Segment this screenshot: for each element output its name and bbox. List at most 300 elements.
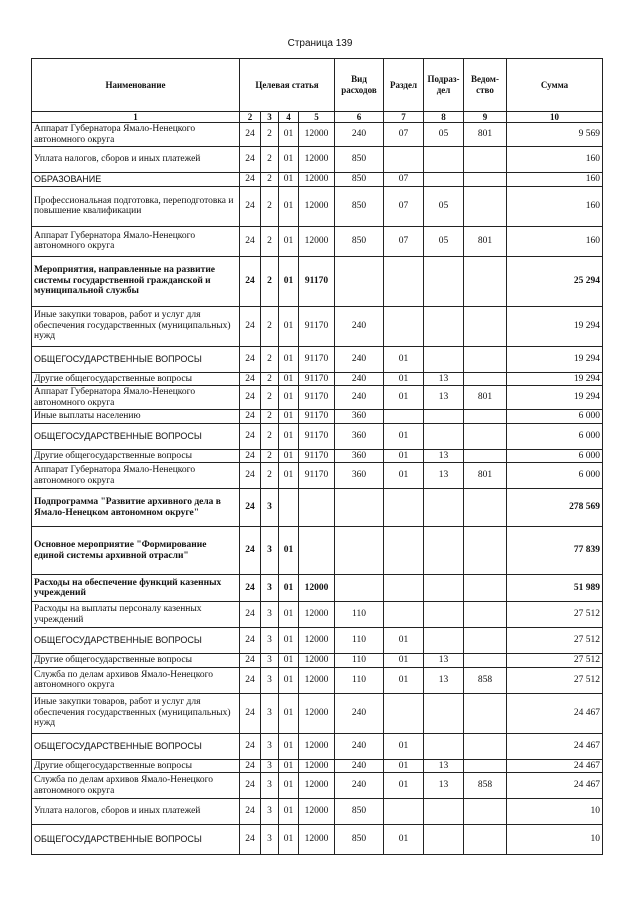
cell-razdel	[384, 147, 424, 173]
cell-code-direction: 91170	[299, 423, 335, 449]
cell-vedomstvo	[464, 346, 507, 372]
cell-code-event: 01	[279, 628, 299, 654]
cell-code-program: 24	[240, 410, 261, 424]
cell-podrazdel	[424, 575, 464, 602]
cell-code-direction: 12000	[299, 628, 335, 654]
cell-vedomstvo	[464, 693, 507, 733]
cell-razdel	[384, 306, 424, 346]
col-number: 7	[384, 112, 424, 123]
cell-vid	[335, 256, 384, 306]
cell-podrazdel	[424, 602, 464, 628]
row-name: ОБРАЗОВАНИЕ	[32, 173, 240, 187]
cell-razdel	[384, 256, 424, 306]
cell-vid	[335, 527, 384, 575]
cell-code-subprogram: 3	[261, 602, 279, 628]
row-name: Основное мероприятие "Формирование единой системы архивной отрасли"	[32, 527, 240, 575]
cell-vedomstvo	[464, 423, 507, 449]
table-row	[32, 602, 603, 628]
row-name: Уплата налогов, сборов и иных платежей	[32, 799, 240, 825]
row-name: ОБЩЕГОСУДАРСТВЕННЫЕ ВОПРОСЫ	[32, 825, 240, 855]
col-number: 6	[335, 112, 384, 123]
cell-vedomstvo	[464, 799, 507, 825]
cell-podrazdel	[424, 173, 464, 187]
cell-code-event: 01	[279, 306, 299, 346]
cell-code-direction: 91170	[299, 372, 335, 386]
cell-code-program: 24	[240, 575, 261, 602]
cell-code-program: 24	[240, 489, 261, 527]
cell-code-event: 01	[279, 759, 299, 773]
cell-code-program: 24	[240, 654, 261, 668]
table-row	[32, 226, 603, 256]
table-row	[32, 186, 603, 226]
cell-code-direction: 12000	[299, 654, 335, 668]
cell-vedomstvo	[464, 489, 507, 527]
cell-code-subprogram: 2	[261, 256, 279, 306]
cell-vid: 240	[335, 733, 384, 759]
cell-vedomstvo	[464, 372, 507, 386]
cell-code-direction: 91170	[299, 386, 335, 410]
page-label: Страница 139	[287, 38, 353, 49]
cell-razdel: 07	[384, 226, 424, 256]
cell-code-subprogram: 3	[261, 527, 279, 575]
table-row	[32, 575, 603, 602]
cell-vid: 360	[335, 423, 384, 449]
cell-vid: 850	[335, 799, 384, 825]
cell-summa: 160	[507, 173, 603, 187]
cell-vid: 240	[335, 693, 384, 733]
cell-podrazdel	[424, 825, 464, 855]
cell-summa: 6 000	[507, 423, 603, 449]
row-name: Аппарат Губернатора Ямало-Ненецкого автономного округа	[32, 386, 240, 410]
row-name: ОБЩЕГОСУДАРСТВЕННЫЕ ВОПРОСЫ	[32, 733, 240, 759]
cell-summa: 27 512	[507, 654, 603, 668]
row-name: Иные закупки товаров, работ и услуг для обеспечения государственных (муниципальных) нужд	[32, 306, 240, 346]
cell-code-subprogram: 3	[261, 733, 279, 759]
table-row	[32, 449, 603, 463]
cell-code-program: 24	[240, 773, 261, 799]
table-row	[32, 489, 603, 527]
cell-code-program: 24	[240, 173, 261, 187]
cell-razdel	[384, 693, 424, 733]
cell-podrazdel: 05	[424, 186, 464, 226]
table-row	[32, 306, 603, 346]
cell-vid: 240	[335, 386, 384, 410]
header-summa: Сумма	[507, 59, 603, 112]
col-number: 8	[424, 112, 464, 123]
cell-vedomstvo	[464, 759, 507, 773]
cell-podrazdel: 13	[424, 372, 464, 386]
cell-razdel: 07	[384, 173, 424, 187]
cell-code-event: 01	[279, 346, 299, 372]
cell-razdel: 01	[384, 372, 424, 386]
cell-code-direction: 12000	[299, 575, 335, 602]
cell-razdel: 01	[384, 449, 424, 463]
cell-razdel	[384, 527, 424, 575]
cell-vid: 240	[335, 759, 384, 773]
cell-summa: 24 467	[507, 693, 603, 733]
cell-razdel: 01	[384, 423, 424, 449]
cell-summa: 25 294	[507, 256, 603, 306]
cell-code-direction: 91170	[299, 410, 335, 424]
table-row	[32, 147, 603, 173]
table-row	[32, 693, 603, 733]
cell-vid: 850	[335, 173, 384, 187]
row-name: Аппарат Губернатора Ямало-Ненецкого автономного округа	[32, 226, 240, 256]
cell-podrazdel	[424, 256, 464, 306]
cell-vid: 360	[335, 449, 384, 463]
cell-code-program: 24	[240, 226, 261, 256]
cell-code-program: 24	[240, 693, 261, 733]
cell-vedomstvo	[464, 186, 507, 226]
header-vid: Вид расходов	[335, 59, 384, 112]
cell-podrazdel: 05	[424, 123, 464, 147]
cell-vedomstvo	[464, 733, 507, 759]
cell-podrazdel: 13	[424, 667, 464, 693]
cell-razdel: 01	[384, 628, 424, 654]
cell-vid	[335, 575, 384, 602]
cell-code-program: 24	[240, 463, 261, 489]
cell-vid: 110	[335, 602, 384, 628]
cell-vid: 240	[335, 372, 384, 386]
cell-vedomstvo	[464, 173, 507, 187]
cell-vedomstvo: 801	[464, 123, 507, 147]
cell-code-subprogram: 2	[261, 423, 279, 449]
cell-code-subprogram: 3	[261, 667, 279, 693]
col-number: 2	[240, 112, 261, 123]
cell-code-program: 24	[240, 733, 261, 759]
cell-vid: 360	[335, 410, 384, 424]
cell-vedomstvo	[464, 527, 507, 575]
cell-code-event: 01	[279, 825, 299, 855]
cell-summa: 27 512	[507, 602, 603, 628]
cell-code-subprogram: 2	[261, 463, 279, 489]
cell-code-direction: 91170	[299, 306, 335, 346]
cell-summa: 24 467	[507, 773, 603, 799]
cell-code-event: 01	[279, 773, 299, 799]
cell-vedomstvo: 801	[464, 226, 507, 256]
cell-code-subprogram: 3	[261, 628, 279, 654]
table-body	[32, 123, 603, 855]
cell-code-subprogram: 2	[261, 186, 279, 226]
cell-razdel	[384, 410, 424, 424]
row-name: Другие общегосударственные вопросы	[32, 449, 240, 463]
cell-code-subprogram: 2	[261, 386, 279, 410]
cell-vedomstvo	[464, 628, 507, 654]
cell-code-subprogram: 3	[261, 773, 279, 799]
cell-summa: 160	[507, 186, 603, 226]
cell-summa: 51 989	[507, 575, 603, 602]
cell-code-event: 01	[279, 463, 299, 489]
header-name: Наименование	[32, 59, 240, 112]
table-row	[32, 123, 603, 147]
cell-code-event: 01	[279, 123, 299, 147]
cell-vid: 850	[335, 825, 384, 855]
header-row	[32, 59, 603, 112]
cell-summa: 77 839	[507, 527, 603, 575]
cell-code-event: 01	[279, 799, 299, 825]
cell-code-event: 01	[279, 173, 299, 187]
cell-code-program: 24	[240, 386, 261, 410]
cell-podrazdel: 05	[424, 226, 464, 256]
cell-code-subprogram: 2	[261, 449, 279, 463]
cell-code-direction: 12000	[299, 693, 335, 733]
row-name: Другие общегосударственные вопросы	[32, 759, 240, 773]
table-row	[32, 825, 603, 855]
cell-code-program: 24	[240, 372, 261, 386]
cell-summa: 27 512	[507, 667, 603, 693]
cell-code-direction: 91170	[299, 346, 335, 372]
cell-code-subprogram: 2	[261, 346, 279, 372]
cell-vedomstvo	[464, 825, 507, 855]
cell-code-direction: 12000	[299, 123, 335, 147]
table-row	[32, 423, 603, 449]
row-name: Аппарат Губернатора Ямало-Ненецкого автономного округа	[32, 463, 240, 489]
row-name: ОБЩЕГОСУДАРСТВЕННЫЕ ВОПРОСЫ	[32, 423, 240, 449]
cell-summa: 19 294	[507, 372, 603, 386]
cell-razdel: 01	[384, 733, 424, 759]
cell-podrazdel	[424, 489, 464, 527]
cell-code-program: 24	[240, 667, 261, 693]
cell-code-program: 24	[240, 799, 261, 825]
cell-code-event: 01	[279, 733, 299, 759]
cell-vid: 850	[335, 226, 384, 256]
cell-vedomstvo	[464, 147, 507, 173]
cell-code-subprogram: 3	[261, 489, 279, 527]
row-name: Другие общегосударственные вопросы	[32, 654, 240, 668]
cell-razdel: 01	[384, 346, 424, 372]
cell-summa: 6 000	[507, 449, 603, 463]
cell-code-program: 24	[240, 186, 261, 226]
cell-razdel: 01	[384, 759, 424, 773]
cell-code-subprogram: 3	[261, 693, 279, 733]
cell-razdel: 07	[384, 186, 424, 226]
cell-code-event: 01	[279, 410, 299, 424]
column-number-row	[32, 112, 603, 123]
cell-vedomstvo: 858	[464, 773, 507, 799]
col-number: 5	[299, 112, 335, 123]
cell-code-direction: 12000	[299, 226, 335, 256]
cell-razdel: 01	[384, 654, 424, 668]
cell-vid: 110	[335, 667, 384, 693]
cell-code-program: 24	[240, 527, 261, 575]
cell-code-event: 01	[279, 654, 299, 668]
cell-vedomstvo: 858	[464, 667, 507, 693]
cell-code-direction: 12000	[299, 733, 335, 759]
cell-vid: 850	[335, 186, 384, 226]
header-vedomstvo: Ведом-ство	[464, 59, 507, 112]
cell-code-event: 01	[279, 527, 299, 575]
cell-razdel	[384, 602, 424, 628]
row-name: Иные закупки товаров, работ и услуг для обеспечения государственных (муниципальных) нужд	[32, 693, 240, 733]
table-row	[32, 173, 603, 187]
cell-code-direction: 12000	[299, 602, 335, 628]
cell-code-program: 24	[240, 123, 261, 147]
cell-summa: 19 294	[507, 346, 603, 372]
cell-code-program: 24	[240, 256, 261, 306]
cell-code-direction: 12000	[299, 773, 335, 799]
table-row	[32, 667, 603, 693]
cell-code-direction: 12000	[299, 799, 335, 825]
cell-razdel: 01	[384, 386, 424, 410]
cell-razdel	[384, 489, 424, 527]
table-row	[32, 256, 603, 306]
cell-code-direction: 12000	[299, 147, 335, 173]
cell-vid: 240	[335, 123, 384, 147]
row-name: Служба по делам архивов Ямало-Ненецкого автономного округа	[32, 773, 240, 799]
table-row	[32, 346, 603, 372]
cell-podrazdel	[424, 410, 464, 424]
col-number: 1	[32, 112, 240, 123]
cell-razdel: 01	[384, 825, 424, 855]
cell-vid: 240	[335, 346, 384, 372]
cell-code-subprogram: 3	[261, 575, 279, 602]
cell-summa: 6 000	[507, 463, 603, 489]
cell-code-direction: 12000	[299, 186, 335, 226]
cell-podrazdel	[424, 733, 464, 759]
cell-code-direction: 91170	[299, 449, 335, 463]
cell-code-direction: 12000	[299, 825, 335, 855]
cell-summa: 9 569	[507, 123, 603, 147]
cell-summa: 24 467	[507, 759, 603, 773]
cell-podrazdel	[424, 799, 464, 825]
cell-vid: 360	[335, 463, 384, 489]
cell-vedomstvo	[464, 410, 507, 424]
cell-code-direction	[299, 527, 335, 575]
cell-code-program: 24	[240, 759, 261, 773]
row-name: Другие общегосударственные вопросы	[32, 372, 240, 386]
cell-code-subprogram: 2	[261, 123, 279, 147]
cell-code-event: 01	[279, 226, 299, 256]
table-row	[32, 410, 603, 424]
cell-code-direction: 91170	[299, 256, 335, 306]
cell-summa: 160	[507, 147, 603, 173]
cell-podrazdel	[424, 147, 464, 173]
cell-vedomstvo	[464, 575, 507, 602]
table-row	[32, 799, 603, 825]
cell-code-direction: 12000	[299, 759, 335, 773]
cell-vid	[335, 489, 384, 527]
cell-code-event: 01	[279, 602, 299, 628]
cell-summa: 19 294	[507, 306, 603, 346]
table-row	[32, 463, 603, 489]
cell-code-program: 24	[240, 147, 261, 173]
cell-vedomstvo	[464, 306, 507, 346]
cell-code-subprogram: 2	[261, 306, 279, 346]
col-number: 3	[261, 112, 279, 123]
cell-podrazdel	[424, 306, 464, 346]
cell-code-subprogram: 2	[261, 226, 279, 256]
table-row	[32, 759, 603, 773]
cell-summa: 19 294	[507, 386, 603, 410]
cell-summa: 10	[507, 799, 603, 825]
cell-code-subprogram: 3	[261, 654, 279, 668]
cell-vedomstvo	[464, 256, 507, 306]
header-razdel: Раздел	[384, 59, 424, 112]
cell-code-direction	[299, 489, 335, 527]
cell-code-subprogram: 3	[261, 825, 279, 855]
cell-code-event: 01	[279, 386, 299, 410]
cell-code-event: 01	[279, 186, 299, 226]
cell-summa: 10	[507, 825, 603, 855]
table-row	[32, 773, 603, 799]
cell-podrazdel: 13	[424, 449, 464, 463]
cell-razdel: 01	[384, 463, 424, 489]
row-name: ОБЩЕГОСУДАРСТВЕННЫЕ ВОПРОСЫ	[32, 628, 240, 654]
row-name: Профессиональная подготовка, переподготовка и повышение квалификации	[32, 186, 240, 226]
cell-summa: 24 467	[507, 733, 603, 759]
row-name: Уплата налогов, сборов и иных платежей	[32, 147, 240, 173]
cell-code-program: 24	[240, 449, 261, 463]
cell-vid: 240	[335, 306, 384, 346]
cell-vedomstvo	[464, 449, 507, 463]
cell-podrazdel	[424, 628, 464, 654]
row-name: Аппарат Губернатора Ямало-Ненецкого автономного округа	[32, 123, 240, 147]
cell-vid: 850	[335, 147, 384, 173]
cell-vid: 240	[335, 773, 384, 799]
cell-vid: 110	[335, 628, 384, 654]
cell-code-subprogram: 3	[261, 799, 279, 825]
cell-code-event: 01	[279, 256, 299, 306]
cell-razdel: 01	[384, 773, 424, 799]
cell-vedomstvo: 801	[464, 386, 507, 410]
cell-podrazdel	[424, 527, 464, 575]
cell-podrazdel	[424, 693, 464, 733]
cell-summa: 160	[507, 226, 603, 256]
cell-vedomstvo: 801	[464, 463, 507, 489]
cell-podrazdel: 13	[424, 386, 464, 410]
col-number: 9	[464, 112, 507, 123]
table-row	[32, 628, 603, 654]
header-target: Целевая статья	[240, 59, 335, 112]
cell-code-subprogram: 3	[261, 759, 279, 773]
table-row	[32, 372, 603, 386]
cell-summa: 278 569	[507, 489, 603, 527]
cell-razdel: 07	[384, 123, 424, 147]
col-number: 4	[279, 112, 299, 123]
cell-vid: 110	[335, 654, 384, 668]
cell-code-program: 24	[240, 628, 261, 654]
header-podrazdel: Подраз-дел	[424, 59, 464, 112]
cell-code-event: 01	[279, 667, 299, 693]
cell-code-subprogram: 2	[261, 410, 279, 424]
cell-razdel	[384, 575, 424, 602]
cell-code-direction: 91170	[299, 463, 335, 489]
cell-razdel	[384, 799, 424, 825]
budget-table	[31, 58, 603, 855]
row-name: Подпрограмма "Развитие архивного дела в Ямало-Ненецком автономном округе"	[32, 489, 240, 527]
table-row	[32, 654, 603, 668]
cell-code-program: 24	[240, 825, 261, 855]
cell-podrazdel: 13	[424, 773, 464, 799]
row-name: Расходы на обеспечение функций казенных учреждений	[32, 575, 240, 602]
cell-code-event: 01	[279, 449, 299, 463]
cell-razdel: 01	[384, 667, 424, 693]
cell-code-subprogram: 2	[261, 147, 279, 173]
cell-code-subprogram: 2	[261, 372, 279, 386]
cell-summa: 6 000	[507, 410, 603, 424]
row-name: ОБЩЕГОСУДАРСТВЕННЫЕ ВОПРОСЫ	[32, 346, 240, 372]
cell-code-program: 24	[240, 602, 261, 628]
cell-code-program: 24	[240, 306, 261, 346]
table-row	[32, 733, 603, 759]
row-name: Служба по делам архивов Ямало-Ненецкого автономного округа	[32, 667, 240, 693]
row-name: Мероприятия, направленные на развитие системы государственной гражданской и муниципальной службы	[32, 256, 240, 306]
table-row	[32, 386, 603, 410]
cell-code-direction: 12000	[299, 667, 335, 693]
cell-summa: 27 512	[507, 628, 603, 654]
cell-code-program: 24	[240, 423, 261, 449]
row-name: Расходы на выплаты персоналу казенных учреждений	[32, 602, 240, 628]
